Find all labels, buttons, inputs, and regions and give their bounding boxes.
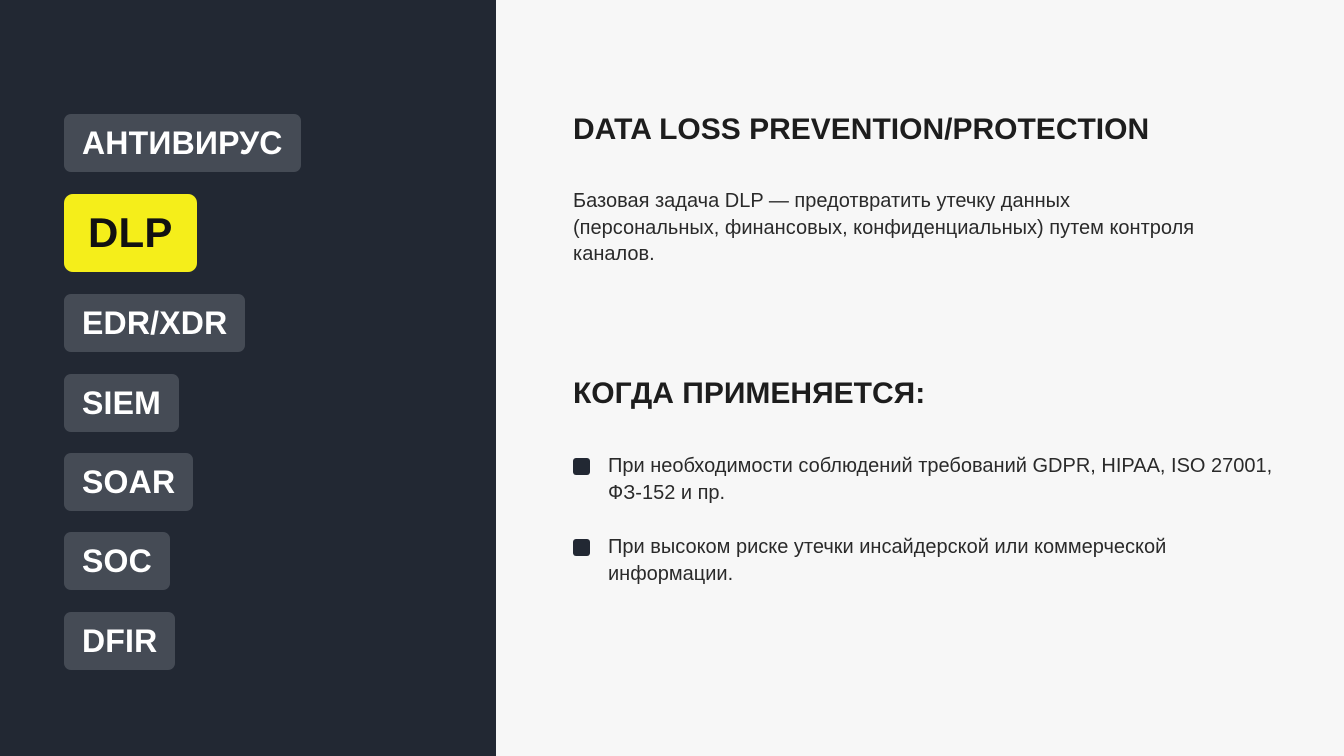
sidebar [0, 0, 496, 756]
list-item [573, 453, 1293, 506]
list-item-text: При высоком риске утечки инсайдерской или коммерческой информации. [608, 536, 1167, 585]
sidebar-item-soc[interactable]: SOC [64, 532, 170, 590]
page-title: DATA LOSS PREVENTION/PROTECTION [573, 113, 1150, 146]
section-title: КОГДА ПРИМЕНЯЕТСЯ: [573, 377, 926, 410]
list-item-text: При необходимости соблюдений требований GDPR, HIPAA, ISO 27001, ФЗ-152 и пр. [608, 455, 1273, 504]
content-panel [496, 0, 1344, 756]
square-bullet-icon [573, 539, 590, 556]
sidebar-item-siem[interactable]: SIEM [64, 374, 179, 432]
sidebar-item-soar[interactable]: SOAR [64, 453, 193, 511]
sidebar-item-edr-xdr[interactable]: EDR/XDR [64, 294, 245, 352]
sidebar-item-dlp[interactable]: DLP [64, 194, 197, 272]
usage-list [573, 453, 1293, 615]
sidebar-item-dfir[interactable]: DFIR [64, 612, 175, 670]
square-bullet-icon [573, 458, 590, 475]
sidebar-item-antivirus[interactable]: АНТИВИРУС [64, 114, 301, 172]
list-item [573, 534, 1293, 587]
description-text: Базовая задача DLP — предотвратить утечку данных (персональных, финансовых, конфиденциальных) путем контроля каналов. [573, 190, 1195, 265]
